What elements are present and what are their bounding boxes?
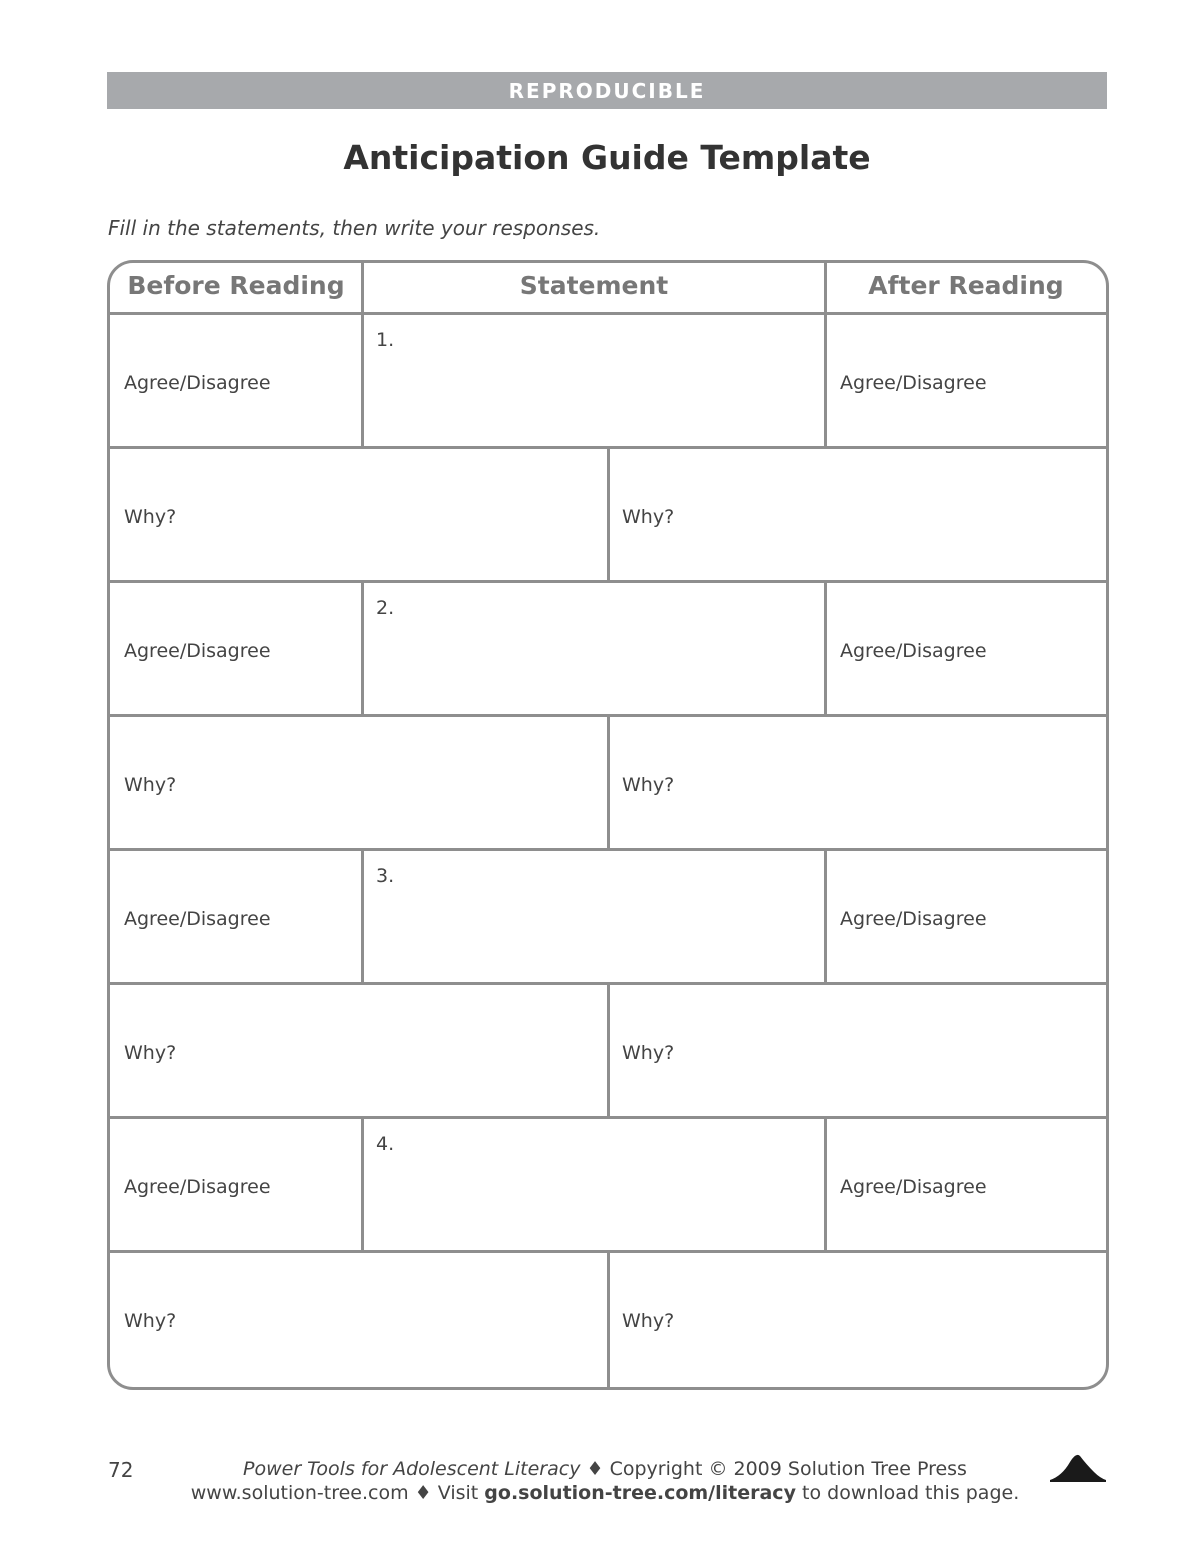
page-number: 72 — [108, 1458, 134, 1482]
column-divider — [361, 263, 364, 312]
footer-copyright-line — [0, 1458, 1200, 1480]
after-agree-disagree: Agree/Disagree — [840, 908, 987, 930]
before-why: Why? — [124, 1042, 177, 1064]
column-divider — [361, 1116, 364, 1250]
statement-number: 2. — [376, 597, 395, 619]
column-divider — [824, 263, 827, 312]
before-why: Why? — [124, 1310, 177, 1332]
reproducible-banner: REPRODUCIBLE — [107, 72, 1107, 109]
column-divider — [361, 312, 364, 446]
column-divider — [607, 1250, 610, 1387]
download-link[interactable]: go.solution-tree.com/literacy — [484, 1482, 796, 1504]
anticipation-guide-table — [107, 260, 1109, 1390]
header-before-reading: Before Reading — [127, 271, 345, 300]
column-divider — [607, 446, 610, 580]
before-why: Why? — [124, 774, 177, 796]
row-divider — [110, 848, 1106, 851]
column-divider — [824, 312, 827, 446]
after-agree-disagree: Agree/Disagree — [840, 1176, 987, 1198]
publisher-logo-icon — [1048, 1450, 1108, 1484]
website-link[interactable]: www.solution-tree.com — [190, 1482, 409, 1504]
column-divider — [361, 848, 364, 982]
row-divider — [110, 1116, 1106, 1119]
after-why: Why? — [622, 506, 675, 528]
column-divider — [824, 580, 827, 714]
row-divider — [110, 312, 1106, 315]
diamond-separator: ♦ — [586, 1458, 604, 1480]
column-divider — [361, 580, 364, 714]
column-divider — [607, 714, 610, 848]
after-agree-disagree: Agree/Disagree — [840, 640, 987, 662]
column-divider — [824, 848, 827, 982]
column-divider — [607, 982, 610, 1116]
book-title: Power Tools for Adolescent Literacy — [243, 1458, 581, 1480]
copyright-text: Copyright © 2009 Solution Tree Press — [609, 1458, 967, 1480]
after-why: Why? — [622, 1042, 675, 1064]
before-agree-disagree: Agree/Disagree — [124, 640, 271, 662]
before-agree-disagree: Agree/Disagree — [124, 908, 271, 930]
before-why: Why? — [124, 506, 177, 528]
before-agree-disagree: Agree/Disagree — [124, 372, 271, 394]
column-divider — [824, 1116, 827, 1250]
before-agree-disagree: Agree/Disagree — [124, 1176, 271, 1198]
page-title: Anticipation Guide Template — [343, 138, 871, 177]
instruction-text: Fill in the statements, then write your responses. — [108, 216, 601, 240]
header-after-reading: After Reading — [868, 271, 1064, 300]
visit-text: Visit — [437, 1482, 479, 1504]
after-why: Why? — [622, 774, 675, 796]
statement-number: 3. — [376, 865, 395, 887]
after-agree-disagree: Agree/Disagree — [840, 372, 987, 394]
diamond-separator: ♦ — [414, 1482, 432, 1504]
footer-web-line — [0, 1482, 1200, 1504]
header-statement: Statement — [519, 271, 669, 300]
row-divider — [110, 580, 1106, 583]
statement-number: 1. — [376, 329, 395, 351]
statement-number: 4. — [376, 1133, 395, 1155]
after-why: Why? — [622, 1310, 675, 1332]
download-suffix: to download this page. — [802, 1482, 1020, 1504]
